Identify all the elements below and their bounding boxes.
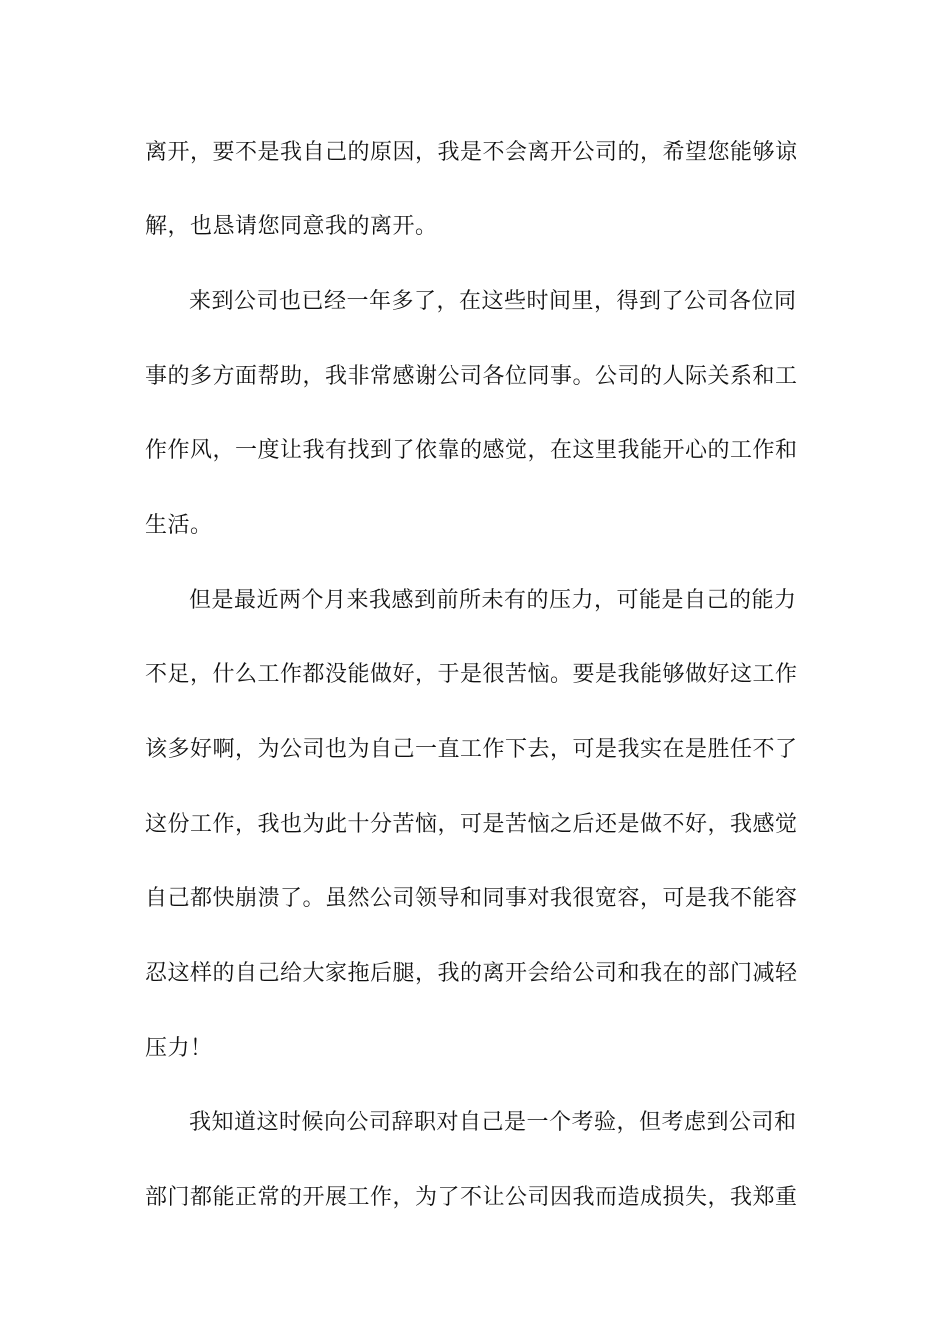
text-line: 不足，什么工作都没能做好，于是很苦恼。要是我能够做好这工作: [145, 662, 798, 687]
text-line: 该多好啊，为公司也为自己一直工作下去，可是我实在是胜任不了: [145, 737, 798, 762]
paragraph-start-line: 来到公司也已经一年多了，在这些时间里，得到了公司各位同: [189, 289, 797, 314]
text-line: 这份工作，我也为此十分苦恼，可是苦恼之后还是做不好，我感觉: [145, 812, 798, 837]
paragraph-start-line: 我知道这时候向公司辞职对自己是一个考验，但考虑到公司和: [189, 1110, 797, 1135]
text-line: 忍这样的自己给大家拖后腿，我的离开会给公司和我在的部门减轻: [145, 961, 798, 986]
text-line: 离开，要不是我自己的原因，我是不会离开公司的，希望您能够谅: [145, 140, 798, 165]
text-line: 作作风，一度让我有找到了依靠的感觉，在这里我能开心的工作和: [145, 438, 798, 463]
text-line: 部门都能正常的开展工作，为了不让公司因我而造成损失，我郑重: [145, 1185, 798, 1210]
text-line: 生活。: [145, 513, 213, 538]
paragraph-start-line: 但是最近两个月来我感到前所未有的压力，可能是自己的能力: [189, 588, 797, 613]
text-line: 解，也恳请您同意我的离开。: [145, 214, 438, 239]
text-line: 压力！: [145, 1036, 213, 1061]
text-line: 自己都快崩溃了。虽然公司领导和同事对我很宽容，可是我不能容: [145, 886, 798, 911]
text-line: 事的多方面帮助，我非常感谢公司各位同事。公司的人际关系和工: [145, 364, 798, 389]
